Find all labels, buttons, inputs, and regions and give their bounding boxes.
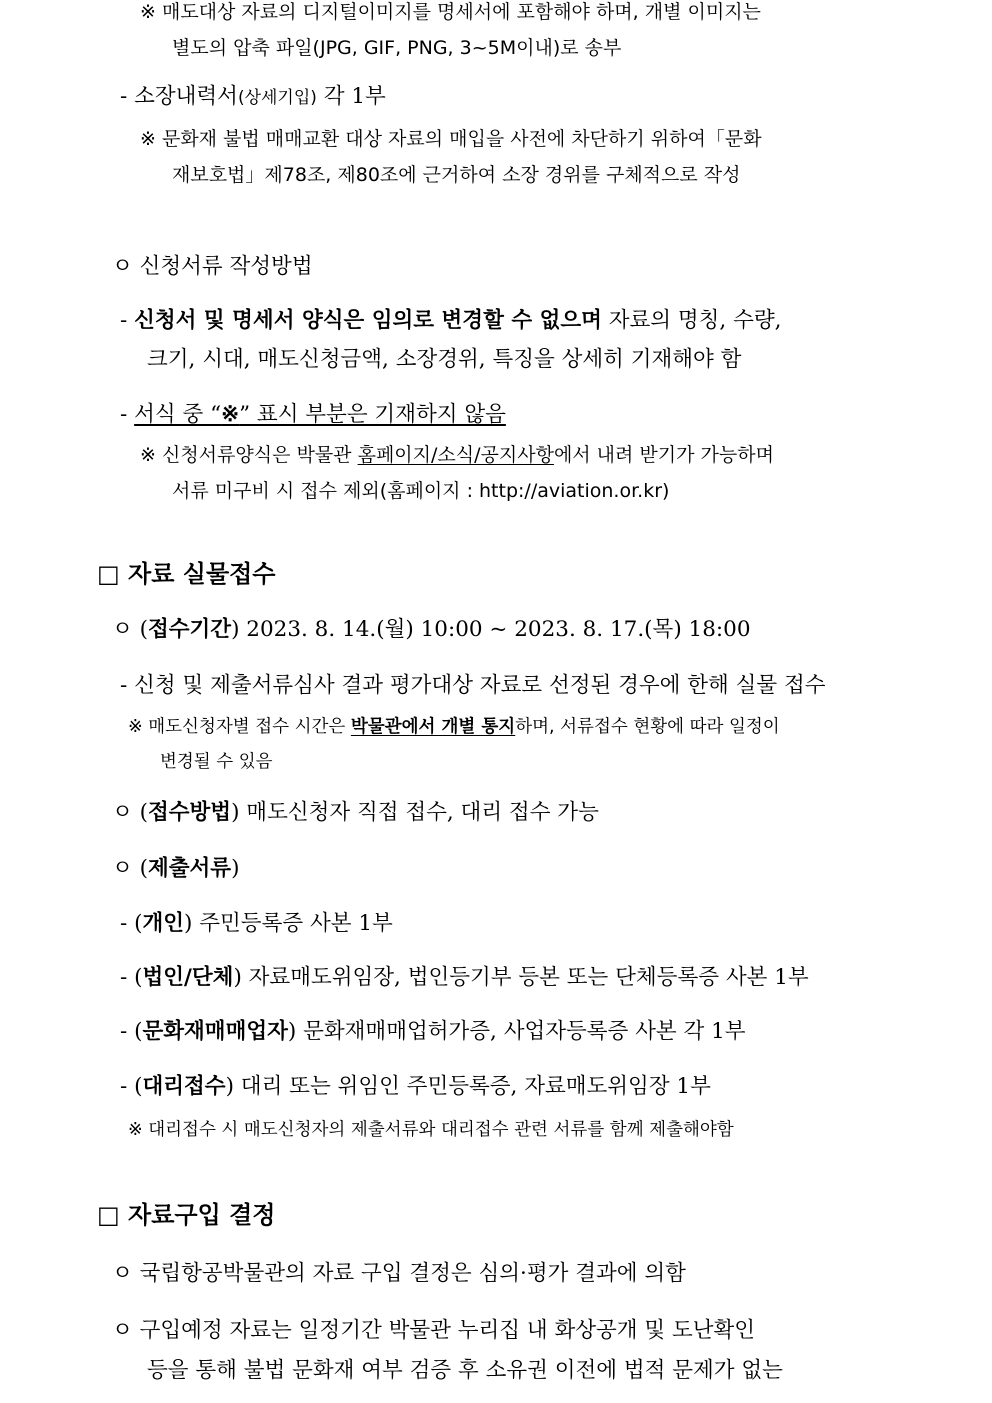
download-note-text: ※ 신청서류양식은 박물관 <box>140 444 358 466</box>
download-note-line2: 서류 미구비 시 접수 제외(홈페이지 : http://aviation.or.kr) <box>172 480 670 502</box>
bracket: ㅇ ( <box>112 617 148 642</box>
provenance-count: 각 1부 <box>316 84 386 109</box>
bracket: ㅇ ( <box>112 856 148 881</box>
docs-proxy-value: ) 대리 또는 위임인 주민등록증, 자료매도위임장 1부 <box>225 1074 711 1099</box>
receipt-time-note-line2: 변경될 수 있음 <box>160 752 273 772</box>
bracket-close: ) <box>231 856 240 881</box>
docs-personal-label: 개인 <box>142 911 185 936</box>
receipt-period-label: 접수기간 <box>148 617 232 642</box>
form-rule-line1 <box>120 310 781 332</box>
receipt-period-value: ) 2023. 8. 14.(월) 10:00 ~ 2023. 8. 17.(목) 18:00 <box>231 617 751 642</box>
download-note-text-end: 에서 내려 받기가 가능하며 <box>553 444 774 466</box>
docs-dealer-label: 문화재매매업자 <box>142 1019 288 1044</box>
form-rule-text: 자료의 명칭, 수량, <box>601 308 782 333</box>
provenance-detail: (상세기입) <box>237 88 317 108</box>
form-mark-rule <box>120 404 506 426</box>
decision-item2-line2: 등을 통해 불법 문화재 여부 검증 후 소유권 이전에 법적 문제가 없는 <box>147 1358 783 1383</box>
docs-personal-value: ) 주민등록증 사본 1부 <box>184 911 393 936</box>
submission-docs <box>112 858 239 880</box>
bracket: - ( <box>120 1074 143 1099</box>
dash: - <box>120 308 135 333</box>
provenance-label: - 소장내력서 <box>120 84 238 109</box>
docs-personal <box>120 913 393 935</box>
section-heading-receipt: □ 자료 실물접수 <box>97 560 276 588</box>
bracket: - ( <box>120 911 143 936</box>
receipt-time-note-text: ※ 매도신청자별 접수 시간은 <box>128 717 351 737</box>
receipt-condition: - 신청 및 제출서류심사 결과 평가대상 자료로 선정된 경우에 한해 실물 접수 <box>120 673 826 698</box>
docs-proxy-label: 대리접수 <box>142 1074 226 1099</box>
form-rule-emphasis: 신청서 및 명세서 양식은 임의로 변경할 수 없으며 <box>134 308 602 333</box>
proxy-note: ※ 대리접수 시 매도신청자의 제출서류와 대리접수 관련 서류를 함께 제출해야함 <box>128 1120 734 1140</box>
bracket: - ( <box>120 965 143 990</box>
bracket: ㅇ ( <box>112 800 148 825</box>
provenance-note-line1: ※ 문화재 불법 매매교환 대상 자료의 매입을 사전에 차단하기 위하여「문화 <box>140 128 762 150</box>
provenance-item <box>120 86 386 108</box>
decision-item1: ㅇ 국립항공박물관의 자료 구입 결정은 심의·평가 결과에 의함 <box>112 1261 686 1286</box>
docs-corporation <box>120 967 809 989</box>
docs-corporation-value: ) 자료매도위임장, 법인등기부 등본 또는 단체등록증 사본 1부 <box>233 965 809 990</box>
receipt-time-note-line1 <box>128 719 780 737</box>
bracket: - ( <box>120 1019 143 1044</box>
form-mark-text: 서식 중 “ <box>134 402 222 427</box>
form-method-title: ㅇ 신청서류 작성방법 <box>112 254 313 279</box>
form-rule-line2: 크기, 시대, 매도신청금액, 소장경위, 특징을 상세히 기재해야 함 <box>147 347 742 372</box>
docs-dealer-value: ) 문화재매매업허가증, 사업자등록증 사본 각 1부 <box>287 1019 746 1044</box>
docs-proxy <box>120 1076 711 1098</box>
decision-item2-line1: ㅇ 구입예정 자료는 일정기간 박물관 누리집 내 화상공개 및 도난확인 <box>112 1318 756 1343</box>
dash: - <box>120 402 135 427</box>
notice-board-link[interactable]: 홈페이지/소식/공지사항 <box>357 444 554 466</box>
receipt-method <box>112 802 599 824</box>
image-note-line2: 별도의 압축 파일(JPG, GIF, PNG, 3~5M이내)로 송부 <box>172 37 622 59</box>
image-note-line1: ※ 매도대상 자료의 디지털이미지를 명세서에 포함해야 하며, 개별 이미지는 <box>140 1 761 23</box>
receipt-time-note-text-end: 하며, 서류접수 현황에 따라 일정이 <box>515 717 780 737</box>
section-heading-decision: □ 자료구입 결정 <box>97 1201 276 1229</box>
docs-dealer <box>120 1021 746 1043</box>
provenance-note-line2: 재보호법」제78조, 제80조에 근거하여 소장 경위를 구체적으로 작성 <box>172 164 741 186</box>
submission-docs-label: 제출서류 <box>148 856 232 881</box>
form-mark-text-end: ” 표시 부분은 기재하지 않음 <box>239 402 506 427</box>
receipt-time-note-emphasis: 박물관에서 개별 통지 <box>350 717 516 737</box>
docs-corporation-label: 법인/단체 <box>142 965 234 990</box>
reference-mark: ※ <box>221 402 240 427</box>
receipt-method-label: 접수방법 <box>148 800 232 825</box>
download-note-line1 <box>140 446 774 465</box>
receipt-method-value: ) 매도신청자 직접 접수, 대리 접수 가능 <box>231 800 599 825</box>
receipt-period <box>112 619 751 641</box>
